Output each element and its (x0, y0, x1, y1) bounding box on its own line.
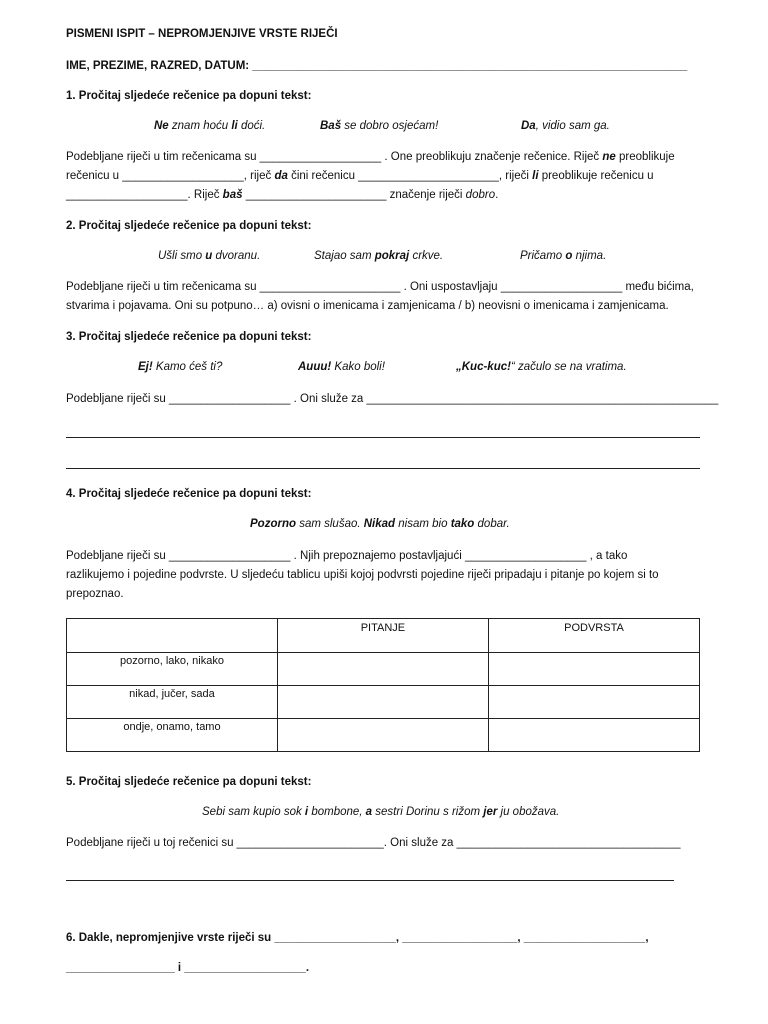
task6-line-1: 6. Dakle, nepromjenjive vrste riječi su ___________________, __________________, ___________________, (66, 932, 649, 944)
table-cell-pitanje-input[interactable] (277, 653, 488, 686)
worksheet-title: PISMENI ISPIT – NEPROMJENJIVE VRSTE RIJEČI (66, 28, 338, 40)
task4-example: Pozorno sam slušao. Nikad nisam bio tako dobar. (250, 518, 510, 530)
table-cell-pitanje-input[interactable] (277, 686, 488, 719)
task4-text-line-3: prepoznao. (66, 588, 124, 600)
table-row-words: pozorno, lako, nikako (67, 653, 278, 686)
task4-text-line-1: Podebljane riječi su ___________________ . Njih prepoznajemo postavljajući ___________________ , a tako (66, 550, 628, 562)
table-header-podvrsta: PODVRSTA (488, 619, 699, 653)
table-row-words: nikad, jučer, sada (67, 686, 278, 719)
task1-heading: 1. Pročitaj sljedeće rečenice pa dopuni tekst: (66, 90, 312, 102)
task4-text-line-2: razlikujemo i pojedine podvrste. U sljedeću tablicu upiši kojoj podvrsti pojedine riječi pripadaju i pitanje po kojem si to (66, 569, 659, 581)
table-header-cell (67, 619, 278, 653)
name-date-line: IME, PREZIME, RAZRED, DATUM: ____________________________________________________________________ (66, 60, 688, 72)
task5-heading: 5. Pročitaj sljedeće rečenice pa dopuni tekst: (66, 776, 312, 788)
task2-heading: 2. Pročitaj sljedeće rečenice pa dopuni tekst: (66, 220, 312, 232)
table-cell-pitanje-input[interactable] (277, 719, 488, 752)
task3-answer-line-1 (66, 437, 700, 438)
table-cell-podvrsta-input[interactable] (488, 686, 699, 719)
task3-example-3: „Kuc-kuc!“ začulo se na vratima. (456, 361, 627, 373)
task2-example-3: Pričamo o njima. (520, 250, 607, 262)
task3-text-line-1: Podebljane riječi su ___________________ . Oni služe za _______________________________________________________ (66, 393, 719, 405)
task2-text-line-1: Podebljane riječi u tim rečenicama su ______________________ . Oni uspostavljaju ___________________ među bićima, (66, 281, 694, 293)
task5-answer-line (66, 880, 674, 881)
task1-text-line-2: rečenicu u ___________________, riječ da čini rečenicu ______________________, riječi li preoblikuje rečenicu u (66, 170, 654, 182)
task2-text-line-2: stvarima i pojavama. Oni su potpuno… a) ovisni o imenicama i zamjenicama / b) neovisni o imenicama i zamjenicama. (66, 300, 669, 312)
task2-example-1: Ušli smo u dvoranu. (158, 250, 261, 262)
task5-example: Sebi sam kupio sok i bombone, a sestri Dorinu s rižom jer ju obožava. (202, 806, 560, 818)
task3-example-1: Ej! Kamo ćeš ti? (138, 361, 223, 373)
task1-text-line-3: ___________________. Riječ baš ______________________ značenje riječi dobro. (66, 189, 499, 201)
table-row-words: ondje, onamo, tamo (67, 719, 278, 752)
task3-heading: 3. Pročitaj sljedeće rečenice pa dopuni tekst: (66, 331, 312, 343)
table-row (67, 653, 700, 686)
table-cell-podvrsta-input[interactable] (488, 653, 699, 686)
task1-text-line-1: Podebljane riječi u tim rečenicama su ___________________ . One preoblikuju značenje rečenice. Riječ ne preoblikuje (66, 151, 675, 163)
task6-line-2: _________________ i ___________________. (66, 962, 310, 974)
task4-heading: 4. Pročitaj sljedeće rečenice pa dopuni tekst: (66, 488, 312, 500)
task1-example-3: Da, vidio sam ga. (521, 120, 610, 132)
adverb-table (66, 618, 700, 752)
table-header-row (67, 619, 700, 653)
task1-example-1: Ne znam hoću li doći. (154, 120, 266, 132)
task3-example-2: Auuu! Kako boli! (298, 361, 385, 373)
task2-example-2: Stajao sam pokraj crkve. (314, 250, 444, 262)
table-header-pitanje: PITANJE (277, 619, 488, 653)
task3-answer-line-2 (66, 468, 700, 469)
table-row (67, 719, 700, 752)
task5-text-line-1: Podebljane riječi u toj rečenici su _______________________. Oni služe za ___________________________________ (66, 837, 681, 849)
task1-example-2: Baš se dobro osjećam! (320, 120, 439, 132)
table-row (67, 686, 700, 719)
table-cell-podvrsta-input[interactable] (488, 719, 699, 752)
